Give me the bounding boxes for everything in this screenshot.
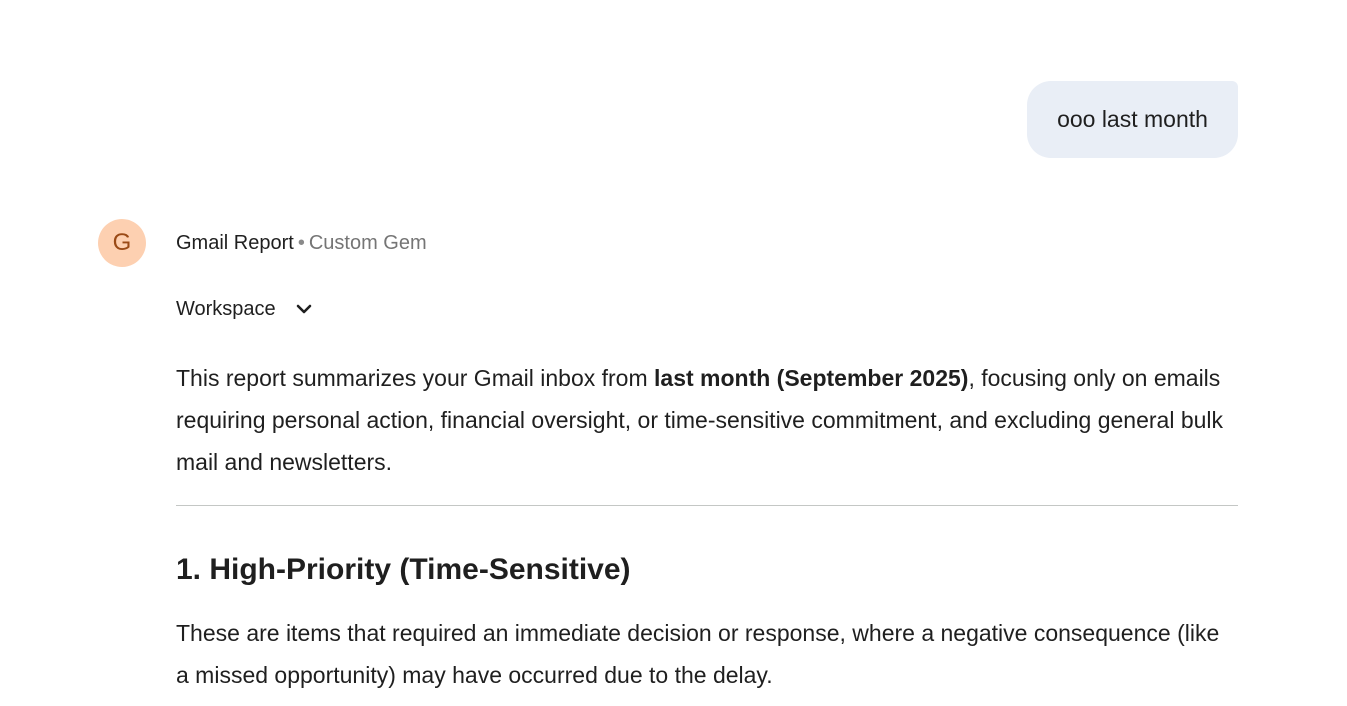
gem-avatar-letter: G [112,229,132,256]
gem-avatar [98,219,146,267]
sender-separator: • [297,232,305,254]
section-divider [176,505,1238,506]
gem-type-label: Custom Gem [308,232,427,254]
user-message-bubble [1027,81,1238,158]
intro-text-end: , focusing only on emails requiring personal action, financial oversight, or time-sensitive commitment, and excluding general bulk mail and newsletters. [176,365,1224,475]
intro-paragraph [176,357,1238,483]
intro-text-start: This report summarizes your Gmail inbox from [176,365,655,391]
gem-name: Gmail Report [176,232,294,254]
workspace-label: Workspace [176,297,276,320]
section-heading: 1. High-Priority (Time-Sensitive) [176,553,631,586]
workspace-toggle[interactable] [176,294,314,324]
user-message-text: ooo last month [1057,106,1208,132]
chevron-down-icon [294,299,314,319]
section-paragraph: These are items that required an immediate decision or response, where a negative consequence (like a missed opportunity) may have occurred due to the delay. [176,620,1220,688]
intro-bold-period: last month (September 2025) [654,365,969,391]
response-sender [176,229,427,257]
response-content [176,357,1238,696]
